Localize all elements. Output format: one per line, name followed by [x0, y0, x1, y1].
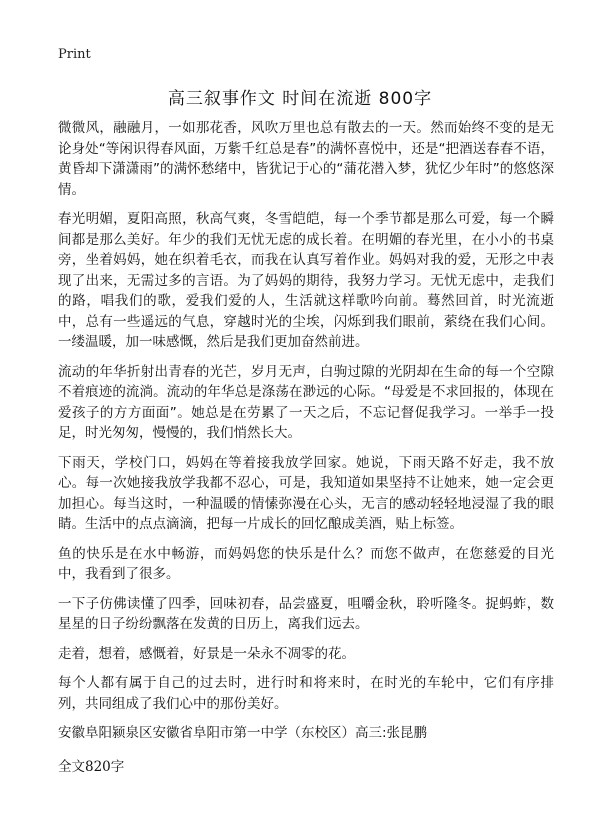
- paragraph-6: 一下子仿佛读懂了四季，回味初春，品尝盛夏，咀嚼金秋，聆听隆冬。捉蚂蚱，数星星的日子纷纷飘落在发黄的日历上，离我们远去。: [58, 595, 554, 632]
- paragraph-7: 走着，想着，感慨着，好景是一朵永不凋零的花。: [58, 645, 355, 662]
- paragraph-4: 下雨天，学校门口，妈妈在等着接我放学回家。她说，下雨天路不好走，我不放心。每一次她接我放学我都不忍心，可是，我知道如果坚持不让她来，她一定会更加担心。每当这时，一种温暖的情愫弥漫在心头，无言的感动轻轻地浸湿了我的眼睛。生活中的点点滴滴，把每一片成长的回忆酿成美酒，贴上标签。: [58, 454, 554, 532]
- print-link[interactable]: Print: [58, 47, 91, 62]
- paragraph-5: 鱼的快乐是在水中畅游，而妈妈您的快乐是什么？而您不做声，在您慈爱的目光中，我看到了很多。: [58, 545, 554, 582]
- article-body: [58, 118, 554, 791]
- word-count: 全文820字: [58, 759, 125, 775]
- paragraph-2: 春光明媚，夏阳高照，秋高气爽，冬雪皑皑，每一个季节都是那么可爱，每一个瞬间都是那么美好。年少的我们无忧无虑的成长着。在明媚的春光里，在小小的书桌旁，坐着妈妈，她在织着毛衣，而我在认真写着作业。妈妈对我的爱，无形之中表现了出来，无需过多的言语。为了妈妈的期待，我努力学习。无忧无虑中，走我们的路，唱我们的歌，爱我们爱的人，生活就这样歌吟向前。蓦然回首，时光流逝中，总有一些遥远的气息，穿越时光的尘埃，闪烁到我们眼前，萦绕在我们心间。一缕温暖，加一味感慨，然后是我们更加奋然前进。: [58, 211, 554, 350]
- author-line: 安徽阜阳颍泉区安徽省阜阳市第一中学（东校区）高三:张昆鹏: [58, 725, 428, 741]
- paragraph-3: 流动的年华折射出青春的光芒，岁月无声，白驹过隙的光阴却在生命的每一个空隙不着痕迹的流淌。流动的年华总是涤荡在渺远的心际。“母爱是不求回报的，体现在爱孩子的方方面面”。她总是在劳累了一天之后，不忘记督促我学习。一举手一投足，时光匆匆，慢慢的，我们悄然长大。: [58, 363, 554, 441]
- paragraph-1: 微微风，融融月，一如那花香，风吹万里也总有散去的一天。然而始终不变的是无论身处“等闲识得春风面，万紫千红总是春”的满怀喜悦中，还是“把酒送春春不语，黄昏却下潇潇雨”的满怀愁绪中，皆犹记于心的“蒲花潜入梦，犹忆少年时”的悠悠深情。: [58, 120, 554, 198]
- article-title: 高三叙事作文 时间在流逝 800字: [167, 89, 433, 109]
- paragraph-8: 每个人都有属于自己的过去时，进行时和将来时，在时光的车轮中，它们有序排列，共同组成了我们心中的那份美好。: [58, 675, 554, 712]
